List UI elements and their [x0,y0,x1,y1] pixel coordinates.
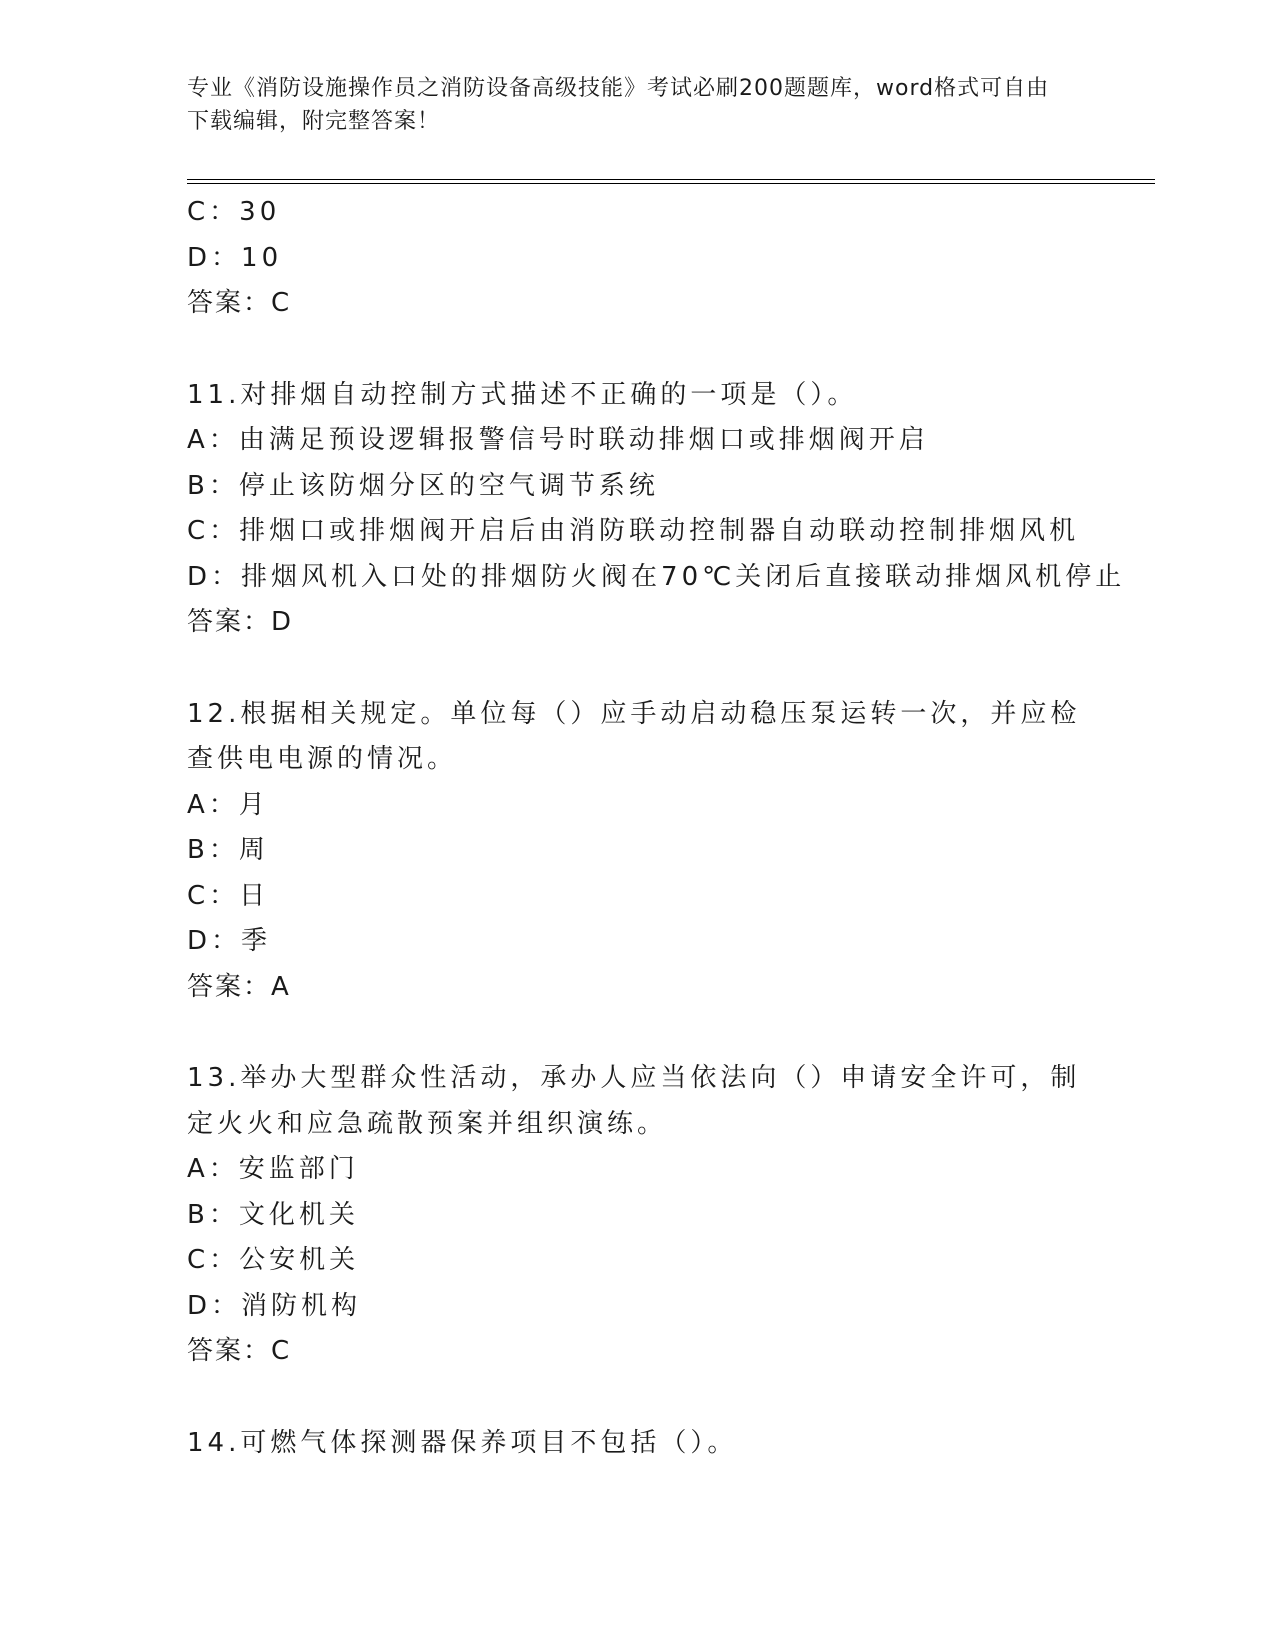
option-a: A：安监部门 [187,1154,359,1184]
option-c: C：日 [187,880,270,911]
option-b: B：文化机关 [187,1199,359,1230]
spacer [187,1375,1087,1421]
option-d: D：排烟风机入口处的排烟防火阀在70℃关闭后直接联动排烟风机停止 [187,561,1126,592]
option-c: C：排烟口或排烟阀开启后由消防联动控制器自动联动控制排烟风机 [187,516,1080,546]
option-d: D：消防机构 [187,1290,362,1321]
page-header: 专业《消防设施操作员之消防设备高级技能》考试必刷200题题库，word格式可自由下载编辑，附完整答案！ [187,76,1050,134]
option-b: B：停止该防烟分区的空气调节系统 [187,470,659,501]
option-a: A：由满足预设逻辑报警信号时联动排烟口或排烟阀开启 [187,425,929,455]
answer-line: 答案：C [187,1336,292,1366]
answer-line: 答案：C [187,288,292,318]
option-b: B：周 [187,835,269,865]
answer-line: 答案：A [187,971,291,1002]
answer-line: 答案：D [187,607,294,637]
option-c: C：公安机关 [187,1245,360,1275]
option-d: D：10 [187,242,283,273]
question-stem-14: 14.可燃气体探测器保养项目不包括（）。 [187,1427,738,1458]
option-a: A：月 [187,789,269,820]
question-stem-12: 12.根据相关规定。单位每（）应手动启动稳压泵运转一次，并应检查供电电源的情况。 [187,698,1081,774]
document-body [187,190,1126,1466]
spacer [187,327,1087,373]
spacer [187,646,1087,692]
question-stem-11: 11.对排烟自动控制方式描述不正确的一项是（）。 [187,379,858,410]
option-d: D：季 [187,926,272,956]
question-stem-13: 13.举办大型群众性活动，承办人应当依法向（）申请安全许可，制定火火和应急疏散预案并组织演练。 [187,1063,1081,1139]
header-divider-line [187,179,1155,180]
spacer [187,1010,1087,1056]
option-c: C：30 [187,197,281,227]
header-divider-line-second [187,183,1155,184]
